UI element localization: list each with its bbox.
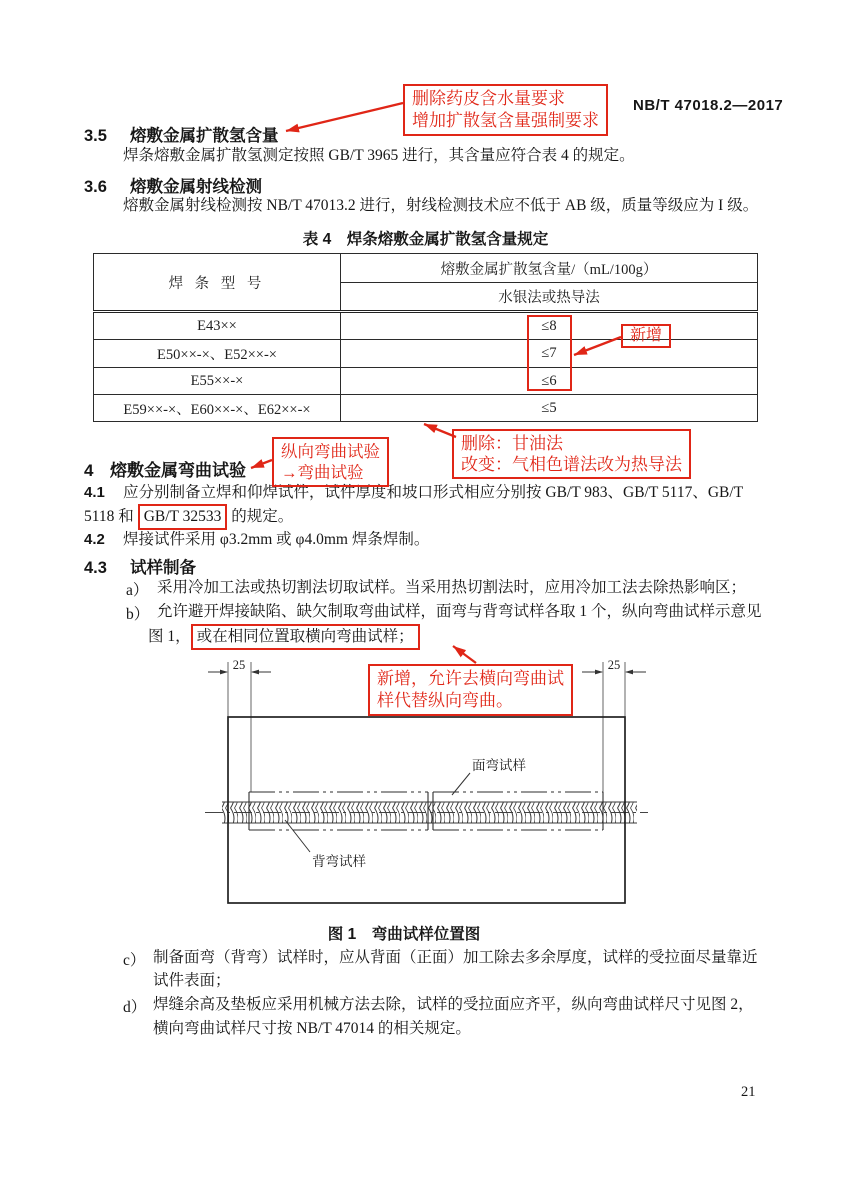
face-bend-label: 面弯试样 <box>472 758 526 773</box>
clause-text: 焊接试件采用 φ3.2mm 或 φ4.0mm 焊条焊制。 <box>123 531 430 548</box>
revision-boxed-reference: GB/T 32533 <box>138 504 228 530</box>
weld-bead <box>222 802 637 823</box>
section-heading-3-6 <box>84 173 262 197</box>
value-cell: ≤5 <box>341 395 758 422</box>
arrow-note1-to-heading <box>286 103 403 131</box>
table-4-title: 表 4 焊条熔敷金属扩散氢含量规定 <box>302 231 549 248</box>
arrow-note3-to-heading <box>251 460 272 468</box>
revision-note-transverse-bend <box>368 664 573 716</box>
clause-number: 4.2 <box>84 531 105 548</box>
table-col2-header: 熔敷金属扩散氢含量/（mL/100g） <box>341 254 758 283</box>
section-title: 试样制备 <box>130 559 196 577</box>
table-row <box>94 368 758 395</box>
item-c-text: 制备面弯（背弯）试样时，应从背面（正面）加工除去多余厚度，试样的受拉面尽量靠近 <box>153 949 758 966</box>
model-cell: E50××-×、E52××-× <box>94 340 341 368</box>
clause-number: 4.1 <box>84 484 105 501</box>
item-a-label: a） <box>126 582 149 599</box>
item-text: 图 1， <box>148 628 191 645</box>
paragraph-4-2 <box>84 530 429 550</box>
item-d-label: d） <box>123 999 147 1016</box>
item-d-text: 焊缝余高及垫板应采用机械方法去除，试样的受拉面应齐平，纵向弯曲试样尺寸见图 2， <box>153 996 754 1013</box>
section-number: 3.5 <box>84 127 107 145</box>
section-title: 熔敷金属射线检测 <box>130 178 262 196</box>
revision-highlight-rect <box>527 315 572 391</box>
revision-note-method-change <box>452 429 691 479</box>
table-row <box>94 395 758 422</box>
revision-note-line: →弯曲试验 <box>281 463 364 482</box>
section-number: 4 <box>84 461 94 480</box>
section-title: 熔敷金属弯曲试验 <box>110 461 246 480</box>
model-cell: E55××-× <box>94 368 341 395</box>
back-bend-leader-line <box>285 820 310 852</box>
revision-note-line: 删除：甘油法 <box>461 434 563 453</box>
paragraph-4-1-line1 <box>84 483 743 503</box>
revision-boxed-phrase: 或在相同位置取横向弯曲试样； <box>191 624 420 650</box>
item-b-text: 允许避开焊接缺陷、缺欠制取弯曲试样，面弯与背弯试样各取 1 个，纵向弯曲试样示意见 <box>157 603 762 620</box>
dimension-right-value: 25 <box>607 658 621 672</box>
section-number: 4.3 <box>84 559 107 577</box>
table-col2-subheader: 水银法或热导法 <box>341 283 758 312</box>
clause-text: 的规定。 <box>227 508 294 525</box>
paragraph-3-6: 熔敷金属射线检测按 NB/T 47013.2 进行，射线检测技术应不低于 AB 级，质量等级应为 I 级。 <box>123 197 759 214</box>
section-heading-4 <box>84 456 246 481</box>
section-number: 3.6 <box>84 178 107 196</box>
item-b-label: b） <box>126 606 150 623</box>
paragraph-4-1-line2 <box>84 504 293 530</box>
revision-note-diffusible-hydrogen <box>403 84 608 136</box>
face-bend-leader-line <box>452 773 470 795</box>
dimension-right <box>582 658 646 674</box>
dimension-left <box>208 658 271 674</box>
model-cell: E43×× <box>94 312 341 340</box>
revision-note-line: 纵向弯曲试验 <box>281 442 380 461</box>
revision-note-new-added: 新增 <box>621 324 671 348</box>
value-cell: ≤6 <box>341 368 758 395</box>
revision-note-line: 样代替纵向弯曲。 <box>377 691 513 710</box>
item-d-text-line2: 横向弯曲试样尺寸按 NB/T 47014 的相关规定。 <box>153 1020 471 1037</box>
value-cell: ≤7 <box>341 340 758 368</box>
dimension-left-value: 25 <box>232 658 246 672</box>
clause-text: 应分别制备立焊和仰焊试件，试件厚度和坡口形式相应分别按 GB/T 983、GB/T 5117、GB/T <box>123 484 744 501</box>
back-bend-label: 背弯试样 <box>312 854 366 869</box>
item-c-label: c） <box>123 952 146 969</box>
revision-note-line: 增加扩散氢含量强制要求 <box>412 111 599 130</box>
value-cell: ≤8 <box>341 312 758 340</box>
revision-note-title-change <box>272 437 389 487</box>
revision-note-line: 删除药皮含水量要求 <box>412 89 565 108</box>
clause-text: 5118 和 <box>84 508 138 525</box>
standard-number: NB/T 47018.2—2017 <box>633 97 784 114</box>
item-c-text-line2: 试件表面； <box>153 972 231 989</box>
section-heading-4-3 <box>84 554 196 578</box>
item-a-text: 采用冷加工法或热切割法切取试样。当采用热切割法时，应用冷加工法去除热影响区； <box>157 579 747 596</box>
paragraph-3-5: 焊条熔敷金属扩散氢测定按照 GB/T 3965 进行，其含量应符合表 4 的规定。 <box>123 147 635 164</box>
section-heading-3-5 <box>84 122 279 146</box>
table-col1-header: 焊 条 型 号 <box>94 254 341 312</box>
page-number: 21 <box>741 1084 756 1100</box>
section-title: 熔敷金属扩散氢含量 <box>130 127 279 145</box>
figure-1-caption: 图 1 弯曲试样位置图 <box>327 926 481 943</box>
revision-note-line: 改变：气相色谱法改为热导法 <box>461 455 682 474</box>
revision-note-line: 新增，允许去横向弯曲试 <box>377 669 564 688</box>
model-cell: E59××-×、E60××-×、E62××-× <box>94 395 341 422</box>
